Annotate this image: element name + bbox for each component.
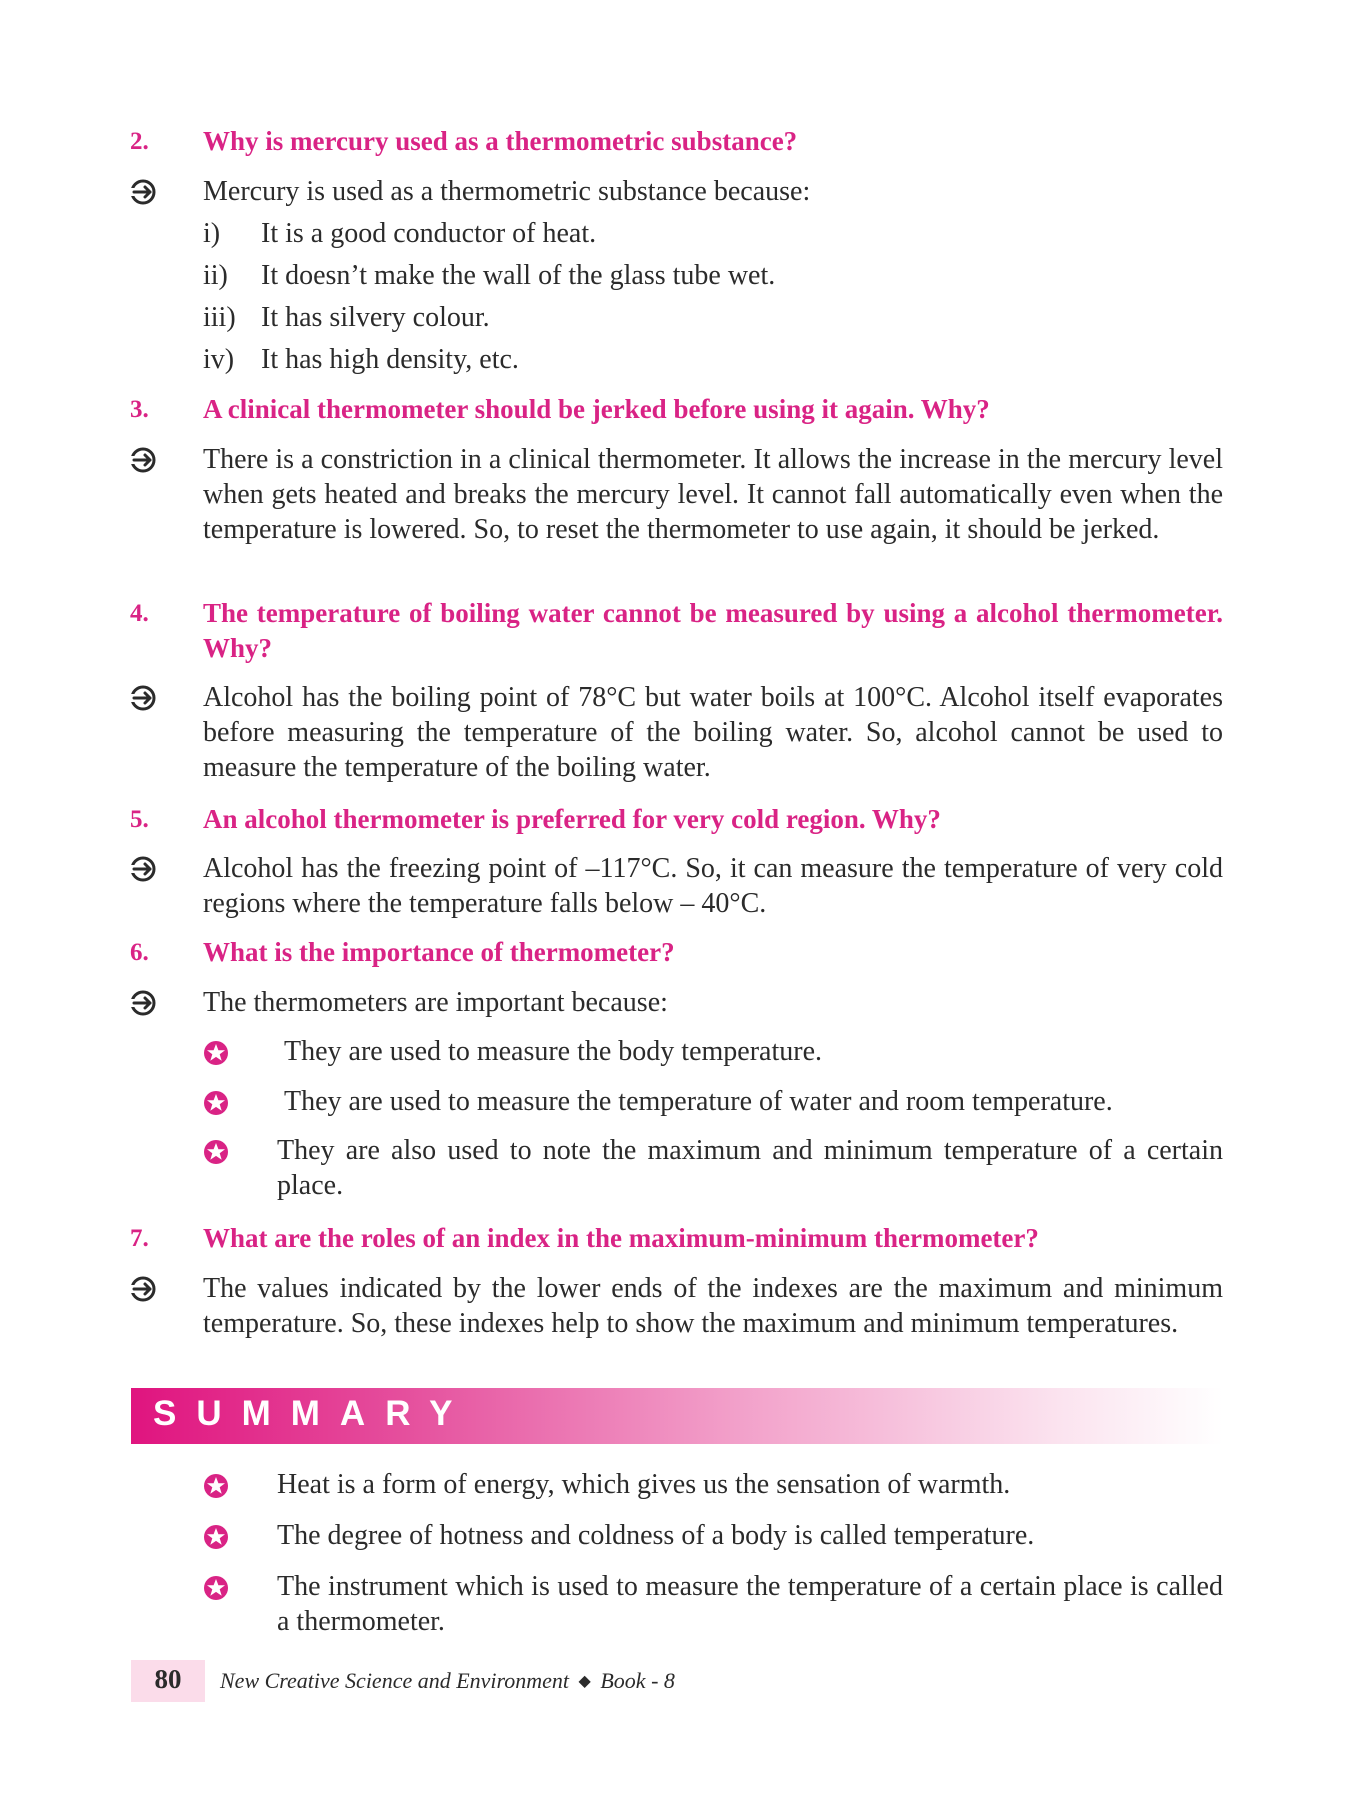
list-label: iv) bbox=[203, 344, 235, 375]
book-number: Book - 8 bbox=[600, 1668, 675, 1693]
summary-banner bbox=[131, 1388, 1223, 1444]
answer-arrow-icon bbox=[130, 856, 156, 882]
list-item: It doesn’t make the wall of the glass tube wet. bbox=[261, 260, 776, 291]
book-title: New Creative Science and Environment bbox=[220, 1668, 570, 1693]
summary-heading: SUMMARY bbox=[153, 1394, 473, 1433]
answer-text: Alcohol has the freezing point of –117°C. So, it can measure the temperature of very cold regions where the temperature falls below – 40°C. bbox=[203, 853, 1223, 919]
question-number: 6. bbox=[130, 939, 149, 966]
star-bullet-icon bbox=[203, 1473, 229, 1499]
list-item: It is a good conductor of heat. bbox=[261, 218, 597, 249]
star-bullet-icon bbox=[203, 1575, 229, 1601]
question-number: 7. bbox=[130, 1225, 149, 1252]
answer-arrow-icon bbox=[130, 685, 156, 711]
answer-intro: Mercury is used as a thermometric substance because: bbox=[203, 176, 811, 207]
footer-book-info bbox=[220, 1668, 675, 1694]
question-heading: An alcohol thermometer is preferred for very cold region. Why? bbox=[203, 804, 941, 834]
question-number: 3. bbox=[130, 396, 149, 423]
question-number: 4. bbox=[130, 600, 149, 627]
answer-text: Alcohol has the boiling point of 78°C but water boils at 100°C. Alcohol itself evaporates before measuring the temperature of the boiling water. So, alcohol cannot be used to measure the temperature of the boiling water. bbox=[203, 682, 1223, 783]
page-number-box bbox=[131, 1660, 205, 1702]
question-heading: A clinical thermometer should be jerked before using it again. Why? bbox=[203, 394, 990, 424]
answer-arrow-icon bbox=[130, 179, 156, 205]
answer-intro: The thermometers are important because: bbox=[203, 987, 668, 1018]
question-heading: The temperature of boiling water cannot be measured by using a alcohol thermometer. Why? bbox=[203, 598, 1223, 663]
summary-point: The degree of hotness and coldness of a body is called temperature. bbox=[277, 1520, 1035, 1551]
page-number: 80 bbox=[154, 1664, 182, 1694]
summary-point: Heat is a form of energy, which gives us the sensation of warmth. bbox=[277, 1469, 1011, 1500]
question-heading: What is the importance of thermometer? bbox=[203, 937, 675, 967]
question-heading: Why is mercury used as a thermometric substance? bbox=[203, 126, 798, 156]
list-label: ii) bbox=[203, 260, 228, 291]
question-number: 5. bbox=[130, 806, 149, 833]
list-label: iii) bbox=[203, 302, 236, 333]
bullet-text: They are also used to note the maximum and minimum temperature of a certain place. bbox=[277, 1135, 1223, 1201]
list-item: It has silvery colour. bbox=[261, 302, 490, 333]
answer-arrow-icon bbox=[130, 990, 156, 1016]
question-number: 2. bbox=[130, 128, 149, 155]
star-bullet-icon bbox=[203, 1040, 229, 1066]
star-bullet-icon bbox=[203, 1524, 229, 1550]
star-bullet-icon bbox=[203, 1139, 229, 1165]
list-item: It has high density, etc. bbox=[261, 344, 519, 375]
question-heading: What are the roles of an index in the maximum-minimum thermometer? bbox=[203, 1223, 1039, 1253]
answer-arrow-icon bbox=[130, 447, 156, 473]
star-bullet-icon bbox=[203, 1090, 229, 1116]
summary-point: The instrument which is used to measure the temperature of a certain place is called a thermometer. bbox=[277, 1571, 1223, 1637]
bullet-text: They are used to measure the body temperature. bbox=[284, 1036, 823, 1067]
answer-text: The values indicated by the lower ends of the indexes are the maximum and minimum temperature. So, these indexes help to show the maximum and minimum temperatures. bbox=[203, 1273, 1223, 1339]
bullet-text: They are used to measure the temperature of water and room temperature. bbox=[284, 1086, 1113, 1117]
diamond-separator-icon: ◆ bbox=[578, 1673, 591, 1690]
answer-arrow-icon bbox=[130, 1276, 156, 1302]
list-label: i) bbox=[203, 218, 221, 249]
answer-text: There is a constriction in a clinical thermometer. It allows the increase in the mercury level when gets heated and breaks the mercury level. It cannot fall automatically even when the temperature is lowered. So, to reset the thermometer to use again, it should be jerked. bbox=[203, 444, 1223, 545]
